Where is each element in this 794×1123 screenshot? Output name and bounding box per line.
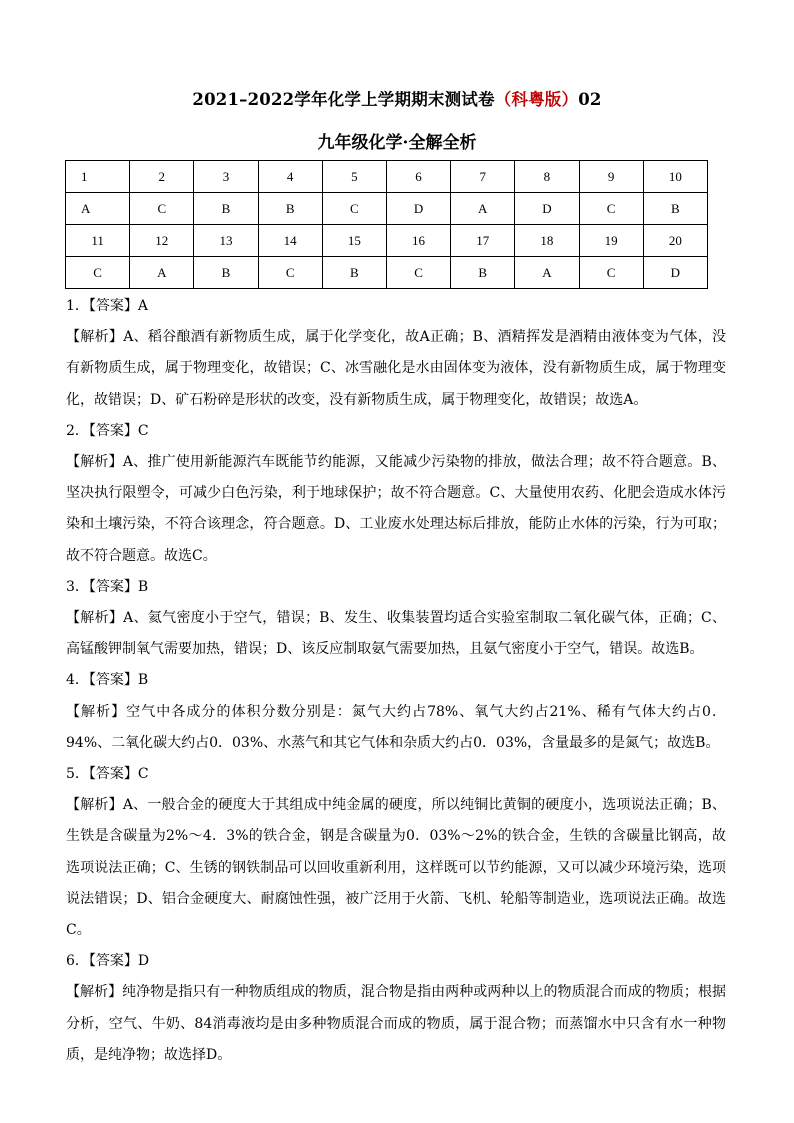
table-cell: 6 [386, 161, 450, 193]
table-cell: 1 [66, 161, 130, 193]
table-cell: B [258, 193, 322, 225]
analysis-text: 【解析】A、一般合金的硬度大于其组成中纯金属的硬度，所以纯铜比黄铜的硬度小，选项说法正确；B、生铁是含碳量为2%～4．3%的铁合金，钢是含碳量为0．03%～2%的铁合金，生铁的含碳量比钢高，故选项说法正确；C、生锈的钢铁制品可以回收重新利用，这样既可以节约能源，又可以减少环境污染，选项说法错误；D、铝合金硬度大、耐腐蚀性强，被广泛用于火箭、飞机、轮船等制造业，选项说法正确。故选C。 [66, 797, 726, 939]
table-cell: 10 [643, 161, 707, 193]
table-cell: C [579, 257, 643, 289]
title-main: 2021–2022学年化学上学期期末测试卷 [192, 90, 495, 109]
answer-heading: 6．【答案】D [66, 953, 150, 970]
table-cell: C [258, 257, 322, 289]
table-cell: 15 [322, 225, 386, 257]
table-cell: B [194, 257, 258, 289]
table-cell: 20 [643, 225, 707, 257]
answer-heading: 3．【答案】B [66, 578, 149, 595]
table-cell: C [322, 193, 386, 225]
answer-heading: 2．【答案】C [66, 422, 149, 439]
table-cell: B [451, 257, 515, 289]
table-cell: 7 [451, 161, 515, 193]
table-cell: D [386, 193, 450, 225]
table-cell: A [130, 257, 194, 289]
table-cell: 9 [579, 161, 643, 193]
table-cell: A [515, 257, 579, 289]
table-cell: D [515, 193, 579, 225]
table-cell: C [66, 257, 130, 289]
table-row [66, 193, 708, 225]
analysis-text: 【解析】纯净物是指只有一种物质组成的物质，混合物是指由两种或两种以上的物质混合而成的物质；根据分析，空气、牛奶、84消毒液均是由多种物质混合而成的物质，属于混合物；而蒸馏水中只含有水一种物质，是纯净物；故选择D。 [66, 984, 726, 1063]
page-subtitle: 九年级化学·全解全析 [317, 133, 477, 153]
table-cell: B [322, 257, 386, 289]
table-cell: A [451, 193, 515, 225]
table-cell: B [194, 193, 258, 225]
analysis-text: 【解析】空气中各成分的体积分数分别是：氮气大约占78%、氧气大约占21%、稀有气体大约占0．94%、二氧化碳大约占0．03%、水蒸气和其它气体和杂质大约占0．03%，含量最多的是氮气；故选B。 [66, 703, 726, 751]
table-cell: 3 [194, 161, 258, 193]
analysis-text: 【解析】A、氦气密度小于空气，错误；B、发生、收集装置均适合实验室制取二氧化碳气体，正确；C、高锰酸钾制氧气需要加热，错误；D、该反应制取氨气需要加热，且氨气密度小于空气，错误。故选B。 [66, 610, 726, 658]
table-cell: C [386, 257, 450, 289]
page-title [0, 86, 794, 110]
table-cell: D [643, 257, 707, 289]
table-cell: 13 [194, 225, 258, 257]
table-row [66, 257, 708, 289]
table-cell: 5 [322, 161, 386, 193]
table-row [66, 161, 708, 193]
answer-heading: 5．【答案】C [66, 766, 149, 783]
answer-table [65, 160, 708, 289]
table-cell: C [579, 193, 643, 225]
analysis-text: 【解析】A、稻谷酿酒有新物质生成，属于化学变化，故A正确；B、酒精挥发是酒精由液体变为气体，没有新物质生成，属于物理变化，故错误；C、冰雪融化是水由固体变为液体，没有新物质生成，属于物理变化，故错误；D、矿石粉碎是形状的改变，没有新物质生成，属于物理变化，故错误；故选A。 [66, 329, 726, 408]
table-cell: 4 [258, 161, 322, 193]
table-cell: 8 [515, 161, 579, 193]
title-edition: （科粤版） [494, 90, 579, 109]
table-cell: 12 [130, 225, 194, 257]
table-cell: 17 [451, 225, 515, 257]
title-number: 02 [578, 90, 602, 109]
answer-heading: 1．【答案】A [66, 298, 149, 314]
table-cell: A [66, 193, 130, 225]
table-cell: 14 [258, 225, 322, 257]
answer-heading: 4．【答案】B [66, 672, 149, 689]
table-cell: 16 [386, 225, 450, 257]
analysis-text: 【解析】A、推广使用新能源汽车既能节约能源，又能减少污染物的排放，做法合理；故不符合题意。B、坚决执行限塑令，可减少白色污染，利于地球保护；故不符合题意。C、大量使用农药、化肥会造成水体污染和土壤污染，不符合该理念，符合题意。D、工业废水处理达标后排放，能防止水体的污染，行为可取；故不符合题意。故选C。 [66, 454, 726, 564]
table-cell: 19 [579, 225, 643, 257]
table-cell: B [643, 193, 707, 225]
table-cell: 18 [515, 225, 579, 257]
table-cell: 11 [66, 225, 130, 257]
answer-explanations [66, 291, 726, 1071]
table-row [66, 225, 708, 257]
table-cell: 2 [130, 161, 194, 193]
table-cell: C [130, 193, 194, 225]
